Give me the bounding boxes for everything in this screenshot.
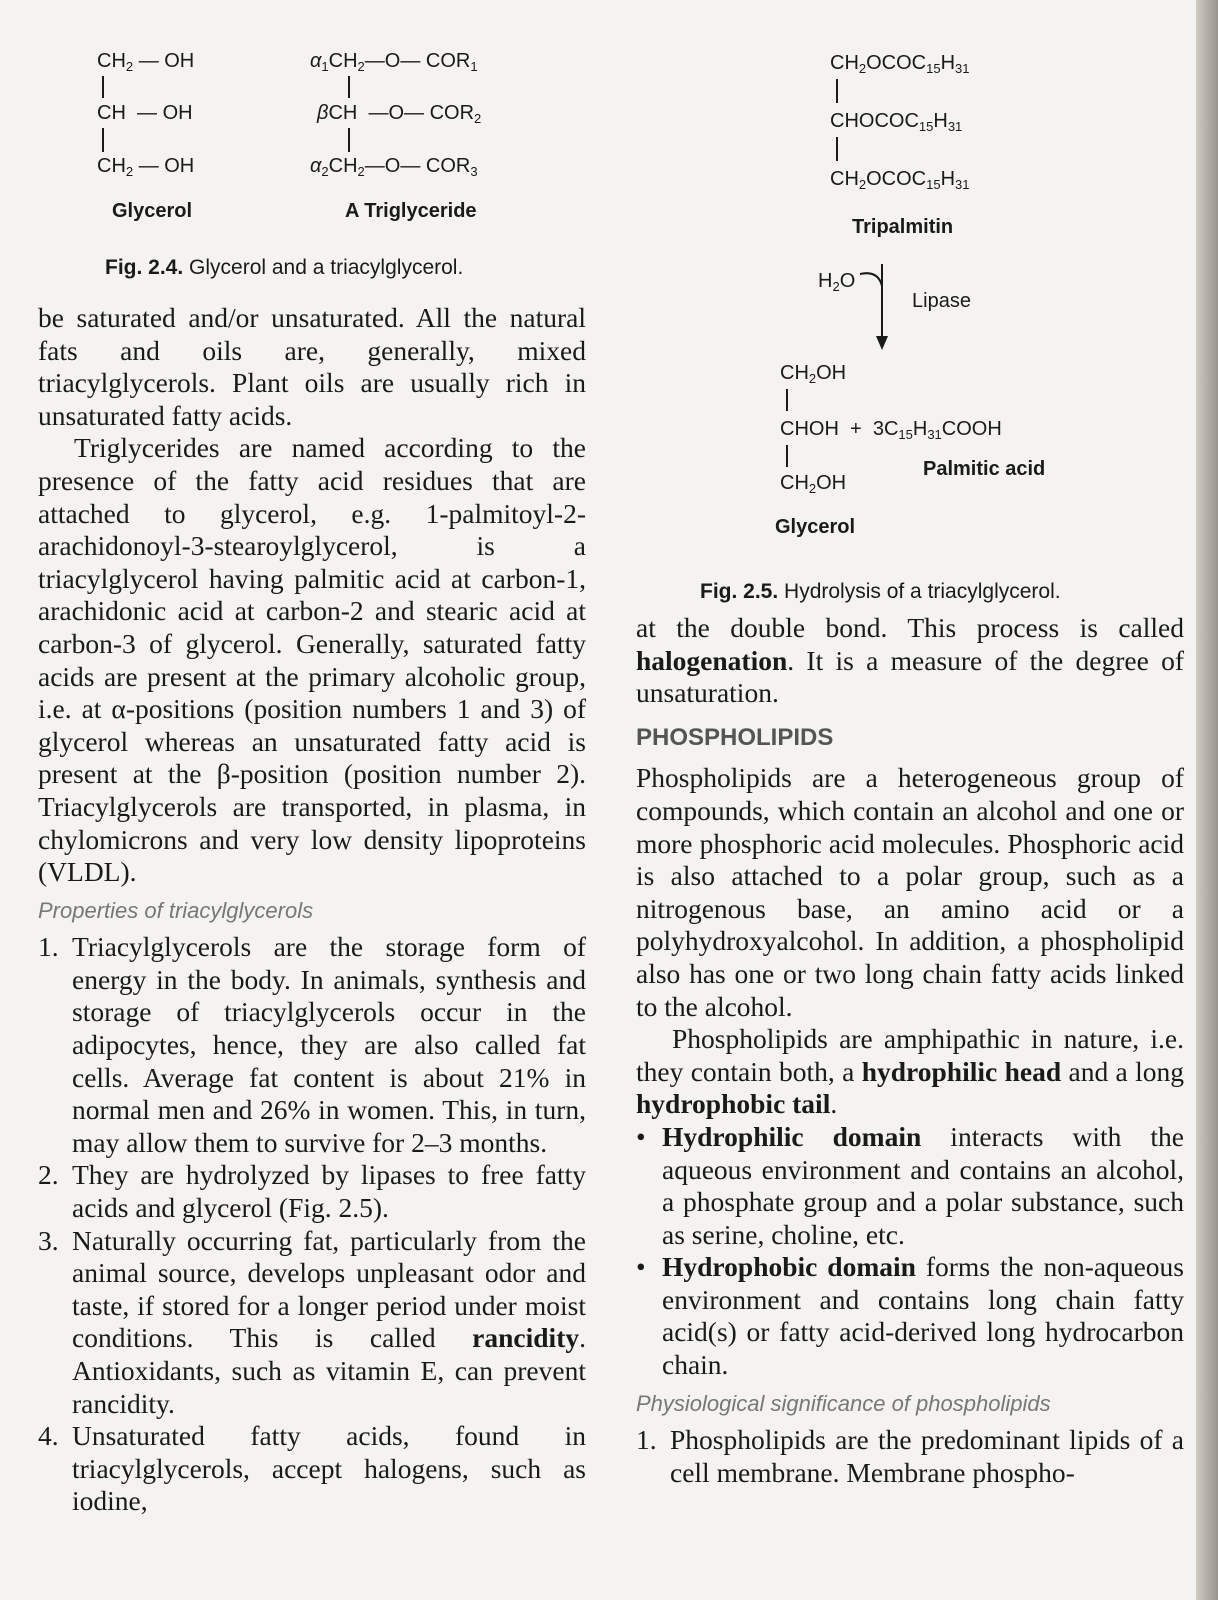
triglyceride-row-3: $\alpha_2CH_2—O—$ $COR_3$ [310,155,478,179]
tripalmitin-row-3: $CH_2OCOC_{15}H_{31}$ [830,168,970,192]
right-column [636,612,1184,1489]
bond-line [836,79,838,103]
left-column [38,302,586,1518]
water-label: $H_2O$ [818,270,856,294]
lipase-label: Lipase [912,290,971,312]
triglyceride-label: A Triglyceride [345,200,477,222]
paragraph: Phospholipids are amphipathic in nature, i.e. they contain both, a hydrophilic head and a long hydrophobic tail. [636,1023,1184,1120]
glycerol-row-3: $CH_2$ — OH [97,155,195,179]
subheading-properties: Properties of triacylglycerols [38,897,314,923]
glycerol-product-row-3: $CH_2OH$ [780,472,847,496]
figure-2-5-caption: Fig. 2.5. Hydrolysis of a triacylglycerol. [700,580,1061,603]
bond-line [836,137,838,161]
bond-line [348,128,350,152]
triglyceride-row-1: $\alpha_1CH_2—O—$ $COR_1$ [310,50,478,74]
glycerol-row-2: CH — OH [97,102,193,124]
paragraph: at the double bond. This process is called halogenation. It is a measure of the degree of unsaturation. [636,612,1184,709]
bond-line [102,76,104,98]
domain-list [636,1121,1184,1382]
list-item: • Hydrophilic domain interacts with the aqueous environment and contains an alcohol, a phosphate group and a polar substance, such as serine, choline, etc. [636,1120,1184,1250]
figure-2-4-caption: Fig. 2.4. Glycerol and a triacylglycerol. [105,256,464,279]
glycerol-product-row-2: CHOH + $3C_{15}H_{31}COOH$ [780,418,1002,442]
glycerol-product-row-1: $CH_2OH$ [780,362,847,386]
properties-list [38,931,586,1518]
list-item: • Hydrophobic domain forms the non-aqueous environment and contains long chain fatty acid(s) or fatty acid-derived long hydrocarbon chain. [636,1251,1184,1381]
subheading-significance: Physiological significance of phospholipids [636,1390,1051,1416]
reaction-arrow [860,260,900,352]
palmitic-acid-label: Palmitic acid [923,458,1046,480]
list-item: 1. Phospholipids are the predominant lipids of a cell membrane. Membrane phospho- [636,1424,1184,1488]
tripalmitin-row-1: $CH_2OCOC_{15}H_{31}$ [830,52,970,76]
tripalmitin-label: Tripalmitin [852,216,954,238]
glycerol-product-label: Glycerol [775,516,856,538]
tripalmitin-row-2: $CHOCOC_{15}H_{31}$ [830,110,963,134]
section-heading-phospholipids: PHOSPHOLIPIDS [636,723,834,751]
bond-line [786,389,788,411]
bond-line [102,128,104,152]
bond-line [348,76,350,98]
paragraph: be saturated and/or unsaturated. All the natural fats and oils are, generally, mixed triacylglycerols. Plant oils are usually rich in unsaturated fatty acids. [38,302,586,431]
glycerol-label: Glycerol [112,200,193,222]
list-item: 1. Triacylglycerols are the storage form of energy in the body. In animals, synthesis and storage of triacylglycerols occur in the adipocytes, hence, they are also called fat cells. Average fat content is about 21% in normal men and 26% in women. This, in turn, may allow them to survive for 2–3 months. [38,931,586,1158]
bond-line [786,445,788,467]
page-edge [1196,0,1218,1600]
paragraph: Phospholipids are a heterogeneous group of compounds, which contain an alcohol and one or more phosphoric acid molecules. Phosphoric acid is also attached to a polar group, such as a nitrogenous base, an amino acid or a polyhydroxyalcohol. In addition, a phospholipid also has one or two long chain fatty acids linked to the alcohol. [636,762,1184,1022]
list-item: 4. Unsaturated fatty acids, found in triacylglycerols, accept halogens, such as iodine, [38,1420,586,1517]
list-item: 3. Naturally occurring fat, particularly from the animal source, develops unpleasant odor and taste, if stored for a longer period under moist conditions. This is called rancidity. Antioxidants, such as vitamin E, can prevent rancidity. [38,1224,586,1419]
glycerol-row-1: $CH_2$ — OH [97,50,195,74]
paragraph: Triglycerides are named according to the presence of the fatty acid residues that are attached to glycerol, e.g. 1-palmitoyl-2-arachidonoyl-3-stearoylglycerol, is a triacylglycerol having palmitic acid at carbon-1, arachidonic acid at carbon-2 and stearic acid at carbon-3 of glycerol. Generally, saturated fatty acids are present at the primary alcoholic group, i.e. at α-positions (position numbers 1 and 3) of glycerol whereas an unsaturated fatty acid is present at the β-position (position number 2). Triacylglycerols are transported, in plasma, in chylomicrons and very low density lipoproteins (VLDL). [38,432,586,888]
triglyceride-row-2: βCH —O— $COR_2$ [317,102,482,126]
list-item: 2. They are hydrolyzed by lipases to free fatty acids and glycerol (Fig. 2.5). [38,1159,586,1224]
significance-list [636,1424,1184,1489]
